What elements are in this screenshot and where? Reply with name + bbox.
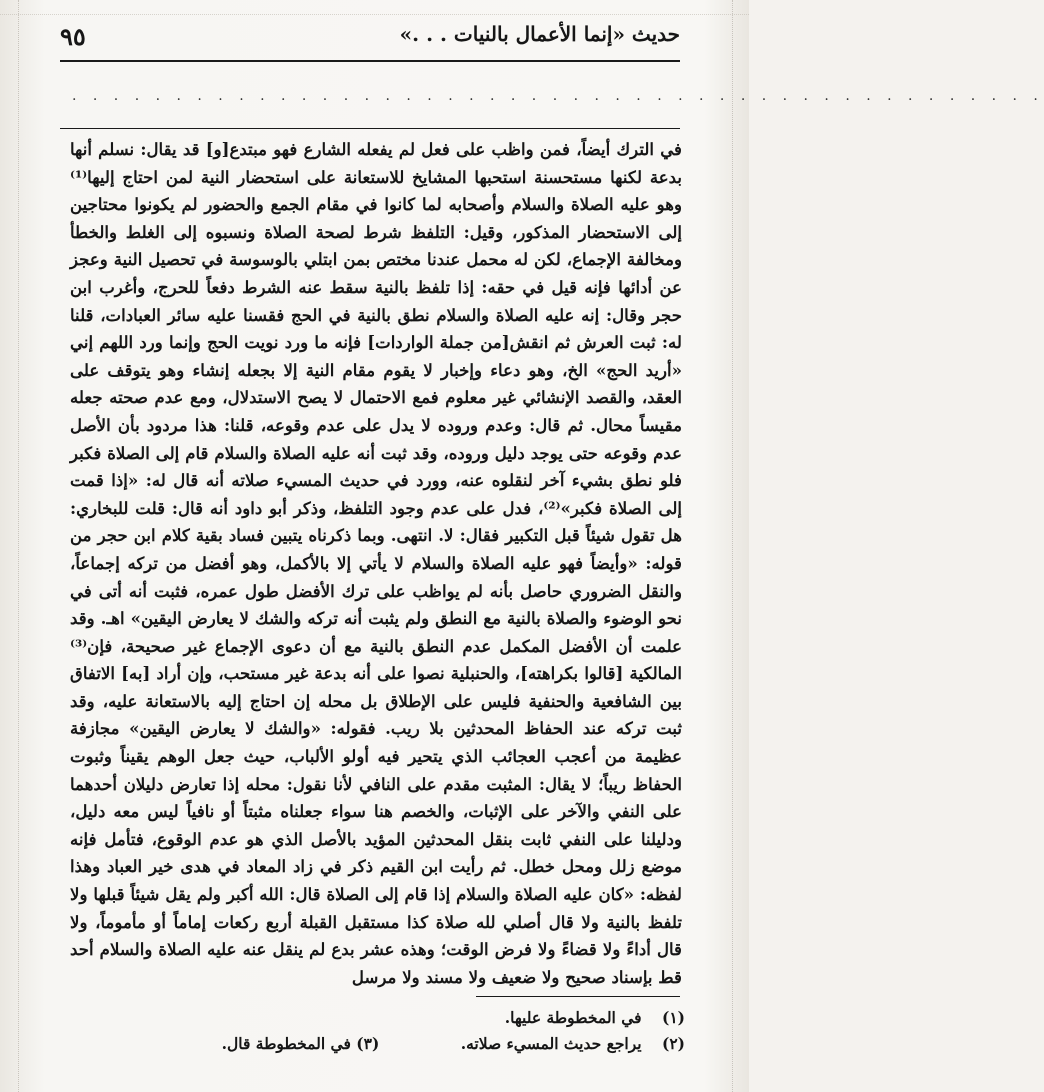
- footnote-text: في المخطوطة عليها.: [504, 1008, 642, 1027]
- main-text: [70, 136, 682, 991]
- footnotes: [180, 1005, 685, 1057]
- page-edge-top: [0, 4, 749, 15]
- page-edge-left: [8, 0, 19, 1092]
- footnote-text: في المخطوطة قال.: [221, 1034, 351, 1053]
- page-edge-right: [732, 0, 743, 1092]
- footnote-number: (١): [661, 1008, 685, 1027]
- header-rule: [60, 60, 680, 62]
- separator-dots: . . . . . . . . . . . . . . . . . . . . . . . . . . . . . . . . . . . . . . . . . . . . . . .: [72, 88, 1044, 104]
- running-title: حديث «إنما الأعمال بالنيات . . .»: [399, 22, 680, 46]
- page-header: [60, 18, 680, 58]
- footnote-number: (٣): [356, 1034, 380, 1053]
- body-paragraph: في الترك أيضاً، فمن واظب على فعل لم يفعله الشارع فهو مبتدع[و] قد يقال: نسلم أنها بدعة لكنها مستحسنة استحبها المشايخ للاستعانة على استحضار النية لمن احتاج إليها⁽¹⁾ وهو عليه الصلاة والسلام وأصحابه لما كانوا في مقام الجمع والحضور لم يكونوا محتاجين إلى الاستحضار المذكور، وقيل: التلفظ شرط لصحة الصلاة ونسبوه إلى الغلط والخطأ ومخالفة الإجماع، لكن له محمل عندنا مختص بمن ابتلي بالوسوسة في تحصيل النية وعجز عن أدائها فإنه قيل في حقه: إذا تلفظ بالنية سقط عنه الشرط دفعاً للحرج، وأغرب ابن حجر وقال: إنه عليه الصلاة والسلام نطق بالنية في الحج فقسنا عليه سائر العبادات، قلنا له: ثبت العرش ثم انقش[من جملة الواردات] فإنه ما ورد نويت الحج وإنما ورد اللهم إني «أريد الحج» الخ، وهو دعاء وإخبار لا يقوم مقام النية إلا بجعله إنشاء وهو يتوقف على العقد، والقصد الإنشائي غير معلوم فمع الاحتمال لا يصح الاستدلال، ومع عدم صحته جعله مقيساً محال. ثم قال: وعدم وروده لا يدل على عدم وقوعه، قلنا: هذا مردود بأن الأصل عدم وقوعه حتى يوجد دليل وروده، وقد ثبت أنه عليه الصلاة والسلام قام إلى الصلاة فكبر فلو نطق بشيء آخر لنقلوه عنه، وورد في حديث المسيء صلاته أنه قال له: «إذا قمت إلى الصلاة فكبر»⁽²⁾، فدل على عدم وجود التلفظ، وذكر أبو داود أنه قال: قلت للبخاري: هل تقول شيئاً قبل التكبير فقال: لا. انتهى. وبما ذكرناه يتبين فساد بقية كلام ابن حجر من قوله: «وأيضاً فهو عليه الصلاة والسلام لا يأتي إلا بالأكمل، وهو أفضل من تركه إجماعاً، والنقل الضروري حاصل بأنه لم يواظب على ترك الأفضل طول عمره، فثبت أنه أتى في نحو الوضوء والصلاة بالنية مع النطق ولم يثبت أنه تركه والشك لا يعارض اليقين» اهـ. وقد علمت أن الأفضل المكمل عدم النطق بالنية مع أن دعوى الإجماع غير صحيحة، فإن⁽³⁾ المالكية [قالوا بكراهته]، والحنبلية نصوا على أنه بدعة غير مستحب، وإن أراد [به] الاتفاق بين الشافعية والحنفية فليس على الإطلاق بل محله إن احتاج إليه بالاستعانة عليه، وقد ثبت تركه عند الحفاظ المحدثين بلا ريب. فقوله: «والشك لا يعارض اليقين» مجازفة عظيمة من أعجب العجائب الذي يتحير فيه أولو الألباب، حيث جعل الوهم يقيناً وثبوت الحفاظ ريباً؛ لا يقال: المثبت مقدم على النافي لأنا نقول: محله إذا تعارض دليلان أحدهما على النفي والآخر على الإثبات، والخصم هنا سواء جعلناه مثبتاً أو نافياً ليس معه دليل، ودليلنا على النفي ثابت بنقل المحدثين المؤيد بالأصل الذي هو عدم الوقوع، فتأمل فإنه موضع زلل ومحل خطل. ثم رأيت ابن القيم ذكر في زاد المعاد في هدى خير العباد وهذا لفظه: «كان عليه الصلاة والسلام إذا قام إلى الصلاة قال: الله أكبر ولم يقل شيئاً قبلها ولا تلفظ بالنية ولا قال أصلي لله صلاة كذا مستقبل القبلة أربع ركعات إماماً أو مأموماً، ولا قال أداءً ولا قضاءً ولا فرض الوقت؛ وهذه عشر بدع لم ينقل عنه عليه الصلاة والسلام أحد قط بإسناد صحيح ولا ضعيف ولا مسند ولا مرسل: [70, 139, 682, 987]
- footnote-text: يراجع حديث المسيء صلاته.: [460, 1034, 642, 1053]
- footnote-rule: [476, 996, 680, 997]
- page-number: ٩٥: [60, 22, 86, 51]
- footnote-number: (٢): [661, 1034, 685, 1053]
- footnote-item: [180, 1031, 685, 1057]
- text-top-rule: [60, 128, 680, 129]
- footnote-item: [180, 1005, 685, 1031]
